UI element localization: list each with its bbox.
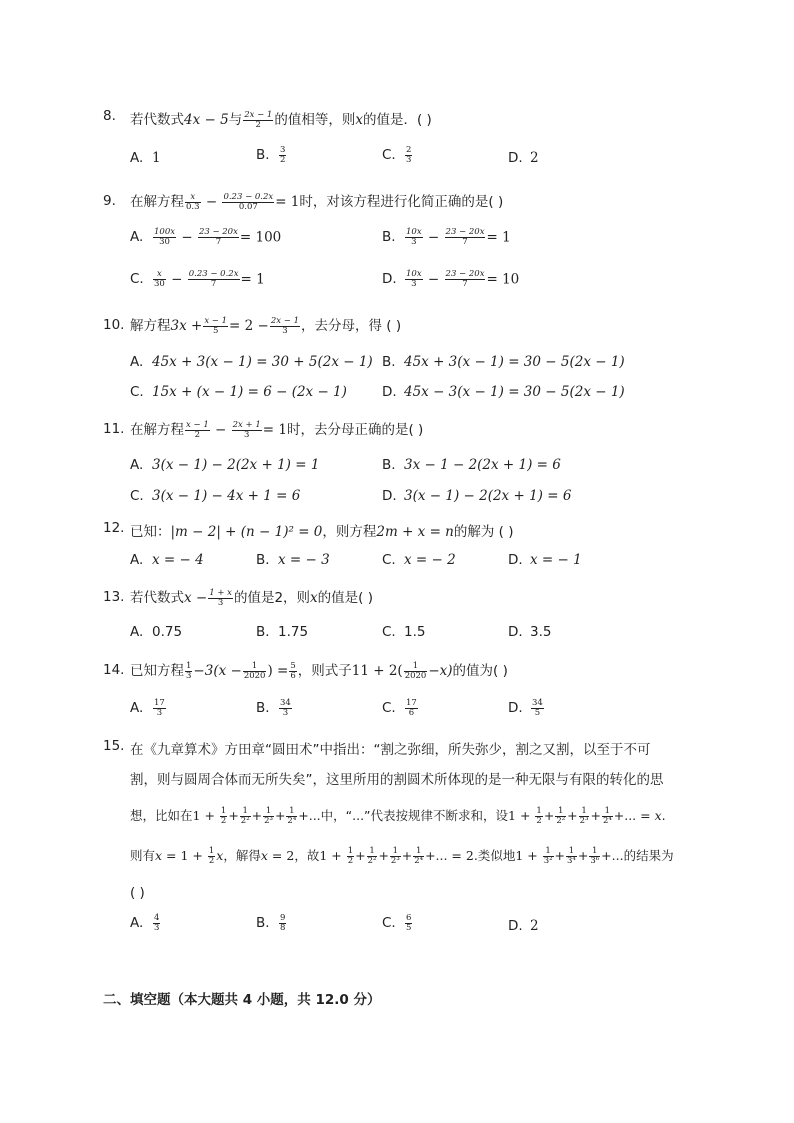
option-c[interactable]: C. 15x + (x − 1) = 6 − (2x − 1) <box>130 384 347 400</box>
section-heading-fill-in: 二、填空题（本大题共 4 小题，共 12.0 分） <box>103 992 381 1008</box>
question-stem: 已知：|m − 2| + (n − 1)² = 0，则方程2m + x = n的解为 ( ) <box>130 524 514 540</box>
question-stem: 若代数式4x − 5与 $\frac{2x - 1}{2}$ 的值相等，则x的值是．( ) <box>130 109 432 130</box>
question-stem-line-4: 则有x = 1 + $\frac{1}{2}$ x，解得x = 2，故1 + $\frac{1}{2}$ + $\frac{1}{\text{2²}}$ + $\frac{1}{\text{2³}}$ + $\frac{1}{\text{2⁴}}$ +... = 2.类似地1 + $\frac{1}{\text{3²}}$ + $\frac{1}{\text{3⁴}}$ + $\frac{1}{\text{3⁶}}$ +...的结果为 <box>130 846 674 866</box>
option-d[interactable]: D. x = − 1 <box>508 552 582 568</box>
question-11 <box>103 418 703 508</box>
option-b[interactable]: B. 45x + 3(x − 1) = 30 − 5(2x − 1) <box>382 354 625 370</box>
question-9 <box>103 190 703 300</box>
option-a[interactable]: A. x = − 4 <box>130 552 204 568</box>
option-a[interactable]: A. $\frac{17}{3}$ <box>130 698 165 718</box>
question-number: 10. <box>103 317 125 333</box>
option-d[interactable]: D. 2 <box>508 150 539 166</box>
question-number: 15. <box>103 738 125 754</box>
option-b[interactable]: B. x = − 3 <box>256 552 330 568</box>
question-number: 14. <box>103 662 125 678</box>
question-stem-line-5: ( ) <box>130 885 145 901</box>
option-d[interactable]: D. 3(x − 1) − 2(2x + 1) = 6 <box>382 488 572 504</box>
option-d[interactable]: D. 3.5 <box>508 624 552 640</box>
option-d[interactable]: D. 45x − 3(x − 1) = 30 − 5(2x − 1) <box>382 384 625 400</box>
question-stem-line-1: 在《九章算术》方田章“圆田术”中指出：“割之弥细，所失弥少，割之又割，以至于不可 <box>130 742 651 758</box>
question-stem-line-2: 割，则与圆周合体而无所失矣”，这里所用的割圆术所体现的是一种无限与有限的转化的思 <box>130 772 664 788</box>
question-8 <box>103 108 703 168</box>
option-c[interactable]: C. $\frac{6}{5}$ <box>382 913 412 933</box>
question-stem: 若代数式x − $\frac{1 + x}{3}$ 的值是2，则x的值是( ) <box>130 587 373 608</box>
option-c[interactable]: C. $\frac{17}{6}$ <box>382 698 417 718</box>
option-b[interactable]: B. 1.75 <box>256 624 309 640</box>
option-c[interactable]: C. 1.5 <box>382 624 426 640</box>
question-10 <box>103 314 703 404</box>
question-number: 12. <box>103 520 125 536</box>
option-b[interactable]: B. $\frac{10x}{3}$ − $\frac{23 - 20x}{7}$ = 1 <box>382 227 511 247</box>
question-12 <box>103 520 703 576</box>
option-a[interactable]: A. 1 <box>130 150 161 166</box>
option-d[interactable]: D. $\frac{34}{5}$ <box>508 698 543 718</box>
option-d[interactable]: D. $\frac{10x}{3}$ − $\frac{23 - 20x}{7}$ = 10 <box>382 269 520 289</box>
fraction: $\frac{2x - 1}{2}$ <box>244 109 273 130</box>
option-c[interactable]: C. 3(x − 1) − 4x + 1 = 6 <box>130 488 301 504</box>
option-c[interactable]: C. $\frac{x}{30}$ − $\frac{0.23 - 0.2x}{7}$ = 1 <box>130 269 265 289</box>
option-d[interactable]: D. 2 <box>508 918 539 934</box>
question-15 <box>103 738 703 948</box>
question-number: 9. <box>103 193 116 209</box>
question-number: 8. <box>103 108 116 124</box>
option-a[interactable]: A. 3(x − 1) − 2(2x + 1) = 1 <box>130 457 320 473</box>
question-13 <box>103 586 703 642</box>
option-a[interactable]: A. 0.75 <box>130 624 183 640</box>
question-14 <box>103 659 703 725</box>
question-stem: 在解方程 $\frac{x - 1}{2}$ − $\frac{2x + 1}{3}$ = 1时，去分母正确的是( ) <box>130 419 424 440</box>
question-stem: 解方程3x + $\frac{x - 1}{5}$ = 2 − $\frac{2x - 1}{3}$ ，去分母，得 ( ) <box>130 315 402 336</box>
option-b[interactable]: B. $\frac{34}{3}$ <box>256 698 291 718</box>
question-stem: 在解方程 $\frac{x}{0.3}$ − $\frac{0.23 - 0.2x}{0.07}$ = 1时，对该方程进行化简正确的是( ) <box>130 191 504 212</box>
option-a[interactable]: A. $\frac{100x}{30}$ − $\frac{23 - 20x}{7}$ = 100 <box>130 227 282 247</box>
option-a[interactable]: A. 45x + 3(x − 1) = 30 + 5(2x − 1) <box>130 354 373 370</box>
question-number: 13. <box>103 589 125 605</box>
option-b[interactable]: B. $\frac{9}{8}$ <box>256 913 286 933</box>
option-c[interactable]: C. $\frac{2}{3}$ <box>382 145 412 165</box>
option-b[interactable]: B. $\frac{3}{2}$ <box>256 145 286 165</box>
question-number: 11. <box>103 421 125 437</box>
option-b[interactable]: B. 3x − 1 − 2(2x + 1) = 6 <box>382 457 561 473</box>
option-c[interactable]: C. x = − 2 <box>382 552 456 568</box>
question-stem: 已知方程 $\frac{1}{3}$ −3(x − $\frac{1}{2020}$ ) = $\frac{5}{6}$ ，则式子11 + 2( $\frac{1}{2020}$ −x)的值为( ) <box>130 660 508 681</box>
question-stem-line-3: 想，比如在1 + $\frac{1}{2}$ + $\frac{1}{\text{2²}}$ + $\frac{1}{\text{2³}}$ + $\frac{1}{\text{2⁴}}$ +...中，“...”代表按规律不断求和，设1 + $\frac{1}{2}$ + $\frac{1}{\text{2²}}$ + $\frac{1}{\text{2³}}$ + $\frac{1}{\text{2⁴}}$ +... = x. <box>130 806 666 826</box>
option-a[interactable]: A. $\frac{4}{3}$ <box>130 913 160 933</box>
